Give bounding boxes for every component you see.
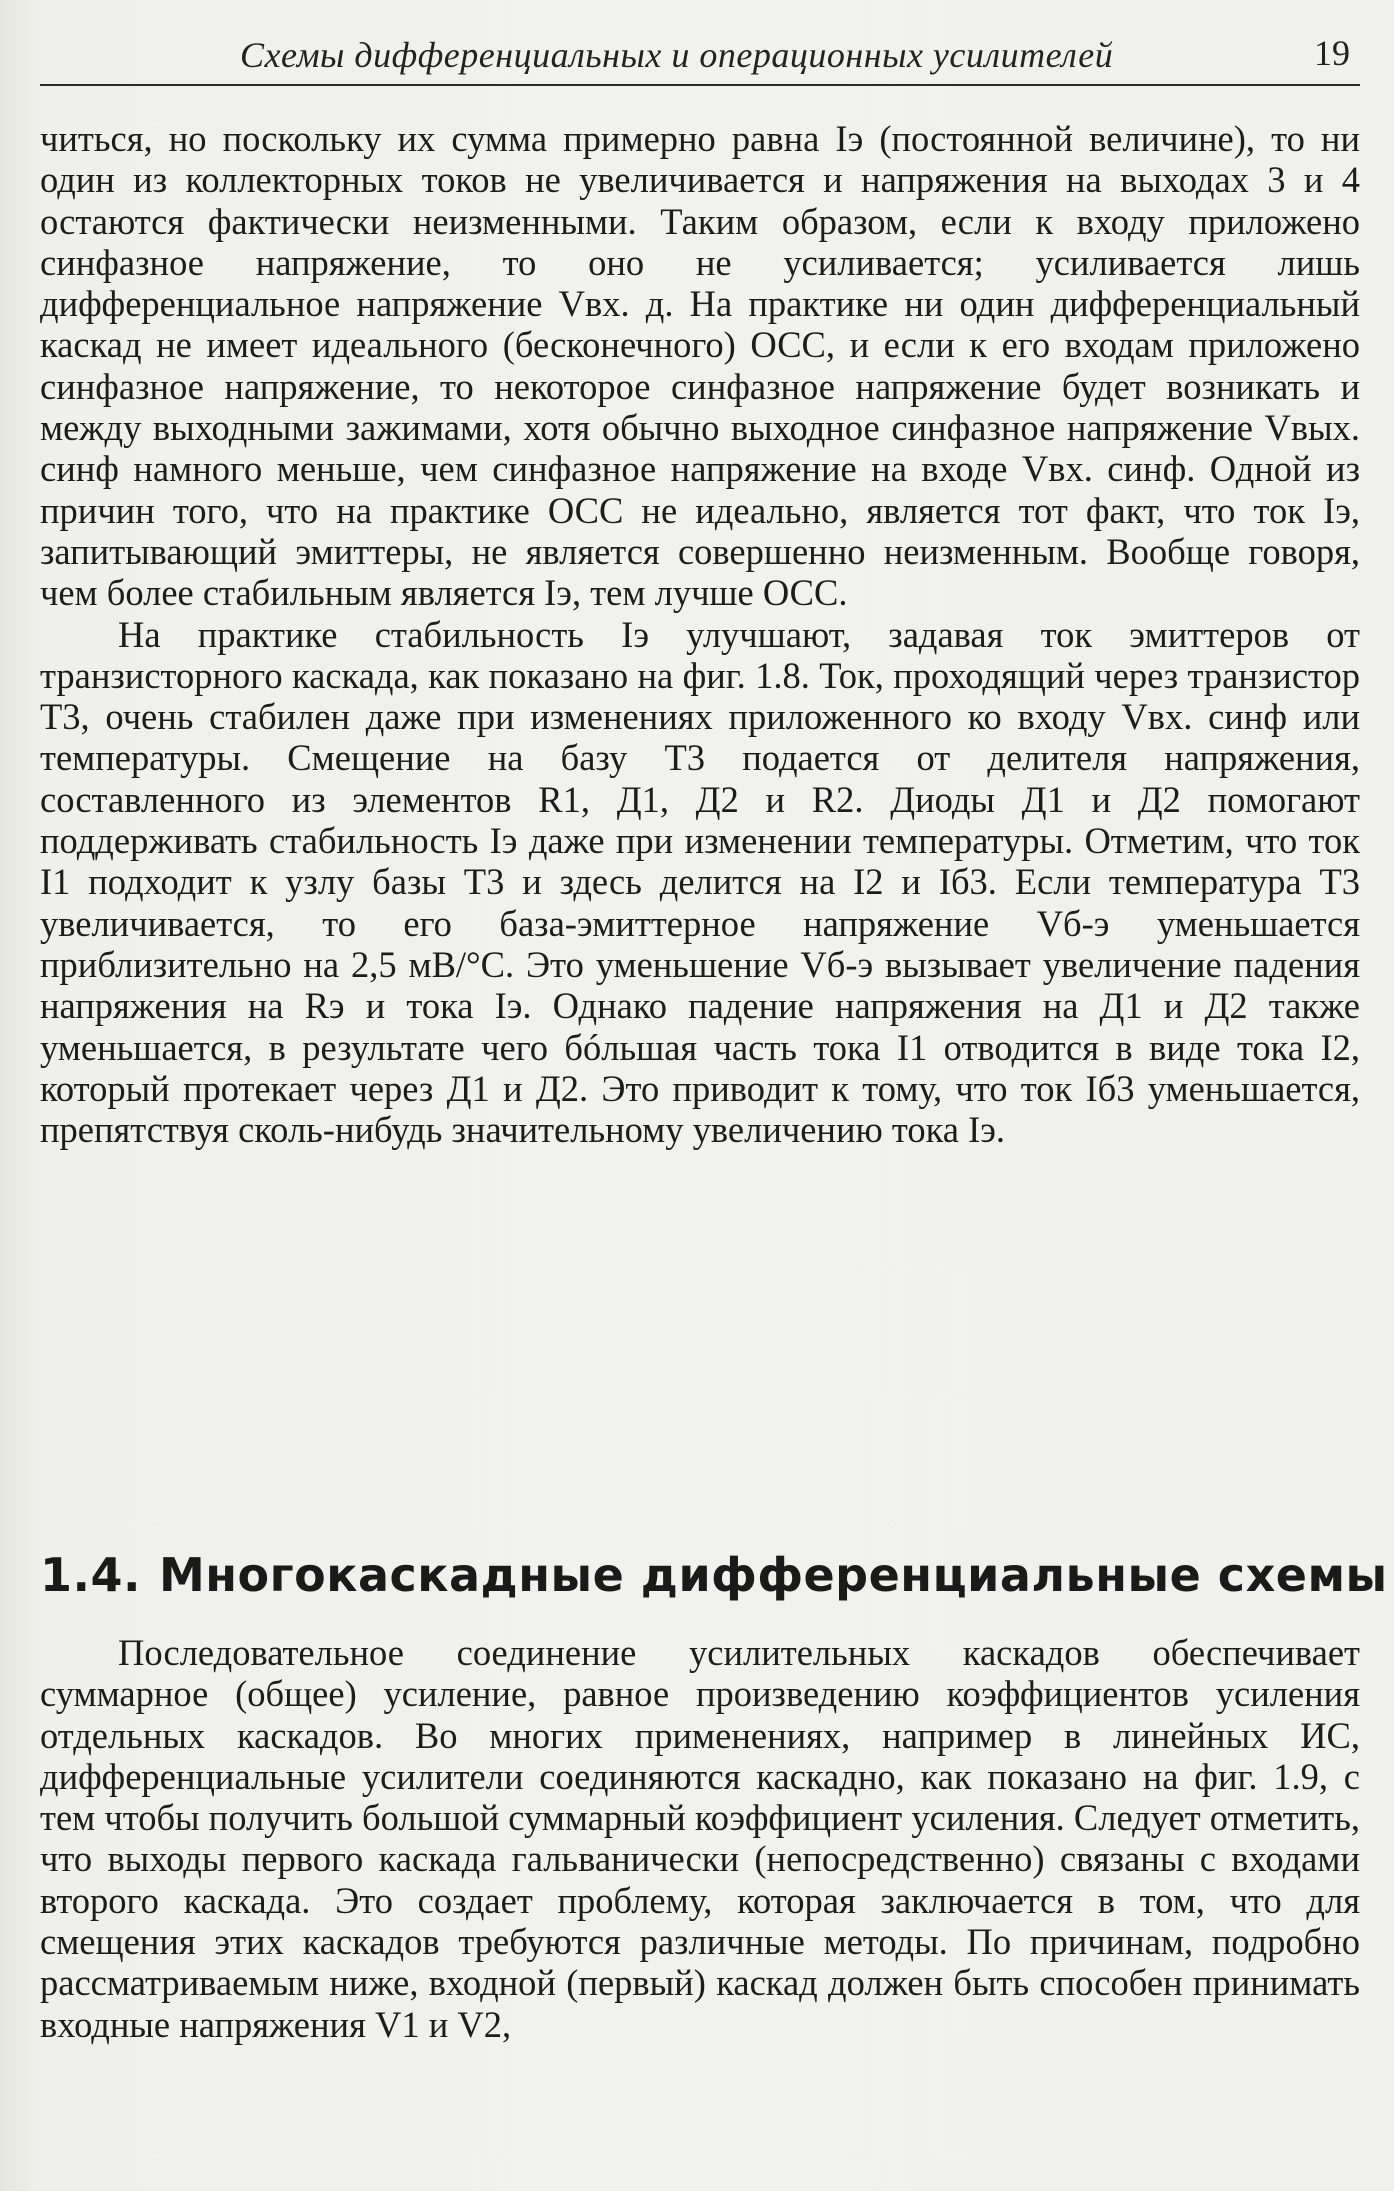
body-text xyxy=(40,118,1360,1150)
section-heading xyxy=(40,1548,1388,1602)
section-number: 1.4. xyxy=(40,1548,141,1602)
running-header xyxy=(40,28,1360,86)
section-body-text xyxy=(40,1632,1360,2045)
section-title: Многокаскадные дифференциальные схемы xyxy=(158,1548,1388,1602)
page-number: 19 xyxy=(1314,33,1350,73)
paragraph-continuation: читься, но поскольку их сумма примерно равна Iэ (постоянной величине), то ни один из коллекторных токов не увеличивается и напряжения на выходах 3 и 4 остаются фактически неизменными. Таким образом, если к входу приложено синфазное напряжение, то оно не усиливается; усиливается лишь дифференциальное напряжение Vвх. д. На практике ни один дифференциальный каскад не имеет идеального (бесконечного) ОСС, и если к его входам приложено синфазное напряжение, то некоторое синфазное напряжение будет возникать и между выходными зажимами, хотя обычно выходное синфазное напряжение Vвых. синф намного меньше, чем синфазное напряжение на входе Vвх. синф. Одной из причин того, что на практике ОСС не идеально, является тот факт, что ток Iэ, запитывающий эмиттеры, не является совершенно неизменным. Вообще говоря, чем более стабильным является Iэ, тем лучше ОСС. xyxy=(40,118,1360,614)
paragraph-stability: На практике стабильность Iэ улучшают, задавая ток эмиттеров от транзисторного каскада, как показано на фиг. 1.8. Ток, проходящий через транзистор T3, очень стабилен даже при изменениях приложенного ко входу Vвх. синф или температуры. Смещение на базу T3 подается от делителя напряжения, составленного из элементов R1, Д1, Д2 и R2. Диоды Д1 и Д2 помогают поддерживать стабильность Iэ даже при изменении температуры. Отметим, что ток I1 подходит к узлу базы T3 и здесь делится на I2 и Iб3. Если температура T3 увеличивается, то его база-эмиттерное напряжение Vб-э уменьшается приблизительно на 2,5 мВ/°С. Это уменьшение Vб-э вызывает увеличение падения напряжения на Rэ и тока Iэ. Однако падение напряжения на Д1 и Д2 также уменьшается, в результате чего бóльшая часть тока I1 отводится в виде тока I2, который протекает через Д1 и Д2. Это приводит к тому, что ток Iб3 уменьшается, препятствуя сколь-нибудь значительному увеличению тока Iэ. xyxy=(40,613,1360,1151)
running-title: Схемы дифференциальных и операционных усилителей xyxy=(240,35,1114,75)
paragraph-multistage: Последовательное соединение усилительных каскадов обеспечивает суммарное (общее) усиление, равное произведению коэффициентов усиления отдельных каскадов. Во многих применениях, например в линейных ИС, дифференциальные усилители соединяются каскадно, как показано на фиг. 1.9, с тем чтобы получить большой суммарный коэффициент усиления. Следует отметить, что выходы первого каскада гальванически (непосредственно) связаны с входами второго каскада. Это создает проблему, которая заключается в том, что для смещения этих каскадов требуются различные методы. По причинам, подробно рассматриваемым ниже, входной (первый) каскад должен быть способен принимать входные напряжения V1 и V2, xyxy=(40,1632,1361,2045)
